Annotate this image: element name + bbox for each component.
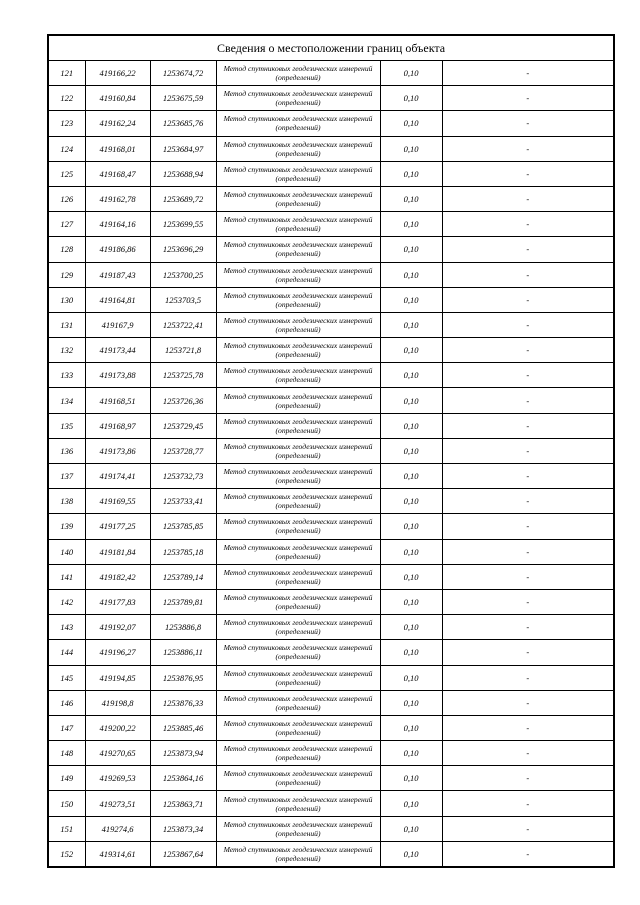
method-cell: Метод спутниковых геодезических измерений (определений) — [216, 489, 380, 514]
accuracy-cell: 0,10 — [380, 338, 442, 363]
method-cell: Метод спутниковых геодезических измерений (определений) — [216, 690, 380, 715]
coordinate-x-cell: 419162,78 — [85, 186, 150, 211]
accuracy-cell: 0,10 — [380, 363, 442, 388]
table-row — [48, 489, 614, 514]
method-cell: Метод спутниковых геодезических измерений (определений) — [216, 61, 380, 86]
method-cell: Метод спутниковых геодезических измерений (определений) — [216, 312, 380, 337]
coordinate-y-cell: 1253886,8 — [150, 615, 216, 640]
table-row — [48, 413, 614, 438]
note-cell: - — [442, 665, 614, 690]
note-cell: - — [442, 841, 614, 867]
coordinate-x-cell: 419269,53 — [85, 766, 150, 791]
table-header-row — [48, 35, 614, 61]
coordinate-y-cell: 1253885,46 — [150, 715, 216, 740]
method-cell: Метод спутниковых геодезических измерений (определений) — [216, 715, 380, 740]
note-cell: - — [442, 816, 614, 841]
method-cell: Метод спутниковых геодезических измерений (определений) — [216, 237, 380, 262]
point-number-cell: 122 — [48, 86, 85, 111]
coordinate-y-cell: 1253876,95 — [150, 665, 216, 690]
note-cell: - — [442, 287, 614, 312]
coordinate-y-cell: 1253864,16 — [150, 766, 216, 791]
point-number-cell: 138 — [48, 489, 85, 514]
coordinate-x-cell: 419173,88 — [85, 363, 150, 388]
document-sheet — [47, 34, 613, 868]
point-number-cell: 147 — [48, 715, 85, 740]
accuracy-cell: 0,10 — [380, 791, 442, 816]
accuracy-cell: 0,10 — [380, 766, 442, 791]
coordinate-x-cell: 419186,86 — [85, 237, 150, 262]
note-cell: - — [442, 111, 614, 136]
note-cell: - — [442, 237, 614, 262]
coordinate-y-cell: 1253722,41 — [150, 312, 216, 337]
coordinate-x-cell: 419273,51 — [85, 791, 150, 816]
note-cell: - — [442, 86, 614, 111]
method-cell: Метод спутниковых геодезических измерений (определений) — [216, 161, 380, 186]
method-cell: Метод спутниковых геодезических измерений (определений) — [216, 363, 380, 388]
note-cell: - — [442, 766, 614, 791]
accuracy-cell: 0,10 — [380, 86, 442, 111]
note-cell: - — [442, 212, 614, 237]
method-cell: Метод спутниковых геодезических измерений (определений) — [216, 539, 380, 564]
method-cell: Метод спутниковых геодезических измерений (определений) — [216, 640, 380, 665]
accuracy-cell: 0,10 — [380, 640, 442, 665]
method-cell: Метод спутниковых геодезических измерений (определений) — [216, 438, 380, 463]
method-cell: Метод спутниковых геодезических измерений (определений) — [216, 615, 380, 640]
coordinate-x-cell: 419177,83 — [85, 589, 150, 614]
coordinate-y-cell: 1253732,73 — [150, 464, 216, 489]
table-row — [48, 438, 614, 463]
accuracy-cell: 0,10 — [380, 438, 442, 463]
point-number-cell: 134 — [48, 388, 85, 413]
method-cell: Метод спутниковых геодезических измерений (определений) — [216, 816, 380, 841]
accuracy-cell: 0,10 — [380, 413, 442, 438]
accuracy-cell: 0,10 — [380, 841, 442, 867]
method-cell: Метод спутниковых геодезических измерений (определений) — [216, 766, 380, 791]
table-row — [48, 388, 614, 413]
point-number-cell: 130 — [48, 287, 85, 312]
accuracy-cell: 0,10 — [380, 715, 442, 740]
table-row — [48, 640, 614, 665]
accuracy-cell: 0,10 — [380, 615, 442, 640]
coordinate-y-cell: 1253688,94 — [150, 161, 216, 186]
coordinate-y-cell: 1253863,71 — [150, 791, 216, 816]
coordinate-y-cell: 1253684,97 — [150, 136, 216, 161]
note-cell: - — [442, 262, 614, 287]
note-cell: - — [442, 136, 614, 161]
accuracy-cell: 0,10 — [380, 287, 442, 312]
note-cell: - — [442, 715, 614, 740]
coordinate-y-cell: 1253726,36 — [150, 388, 216, 413]
point-number-cell: 125 — [48, 161, 85, 186]
accuracy-cell: 0,10 — [380, 161, 442, 186]
coordinate-y-cell: 1253725,78 — [150, 363, 216, 388]
table-body — [48, 61, 614, 868]
coordinate-y-cell: 1253733,41 — [150, 489, 216, 514]
coordinate-x-cell: 419166,22 — [85, 61, 150, 86]
note-cell: - — [442, 539, 614, 564]
table-row — [48, 86, 614, 111]
note-cell: - — [442, 161, 614, 186]
table-row — [48, 539, 614, 564]
coordinate-y-cell: 1253689,72 — [150, 186, 216, 211]
coordinate-x-cell: 419194,85 — [85, 665, 150, 690]
table-row — [48, 262, 614, 287]
table-row — [48, 816, 614, 841]
method-cell: Метод спутниковых геодезических измерений (определений) — [216, 338, 380, 363]
table-row — [48, 741, 614, 766]
table-row — [48, 564, 614, 589]
accuracy-cell: 0,10 — [380, 136, 442, 161]
coordinate-x-cell: 419270,65 — [85, 741, 150, 766]
table-row — [48, 287, 614, 312]
coordinate-y-cell: 1253873,94 — [150, 741, 216, 766]
table-row — [48, 61, 614, 86]
table-row — [48, 111, 614, 136]
point-number-cell: 152 — [48, 841, 85, 867]
method-cell: Метод спутниковых геодезических измерений (определений) — [216, 287, 380, 312]
coordinate-y-cell: 1253729,45 — [150, 413, 216, 438]
point-number-cell: 127 — [48, 212, 85, 237]
coordinate-x-cell: 419196,27 — [85, 640, 150, 665]
method-cell: Метод спутниковых геодезических измерений (определений) — [216, 464, 380, 489]
point-number-cell: 149 — [48, 766, 85, 791]
coordinate-x-cell: 419173,86 — [85, 438, 150, 463]
point-number-cell: 137 — [48, 464, 85, 489]
point-number-cell: 121 — [48, 61, 85, 86]
accuracy-cell: 0,10 — [380, 186, 442, 211]
coordinate-y-cell: 1253789,14 — [150, 564, 216, 589]
accuracy-cell: 0,10 — [380, 312, 442, 337]
coordinate-y-cell: 1253674,72 — [150, 61, 216, 86]
point-number-cell: 132 — [48, 338, 85, 363]
method-cell: Метод спутниковых геодезических измерений (определений) — [216, 186, 380, 211]
method-cell: Метод спутниковых геодезических измерений (определений) — [216, 212, 380, 237]
table-row — [48, 186, 614, 211]
table-row — [48, 665, 614, 690]
method-cell: Метод спутниковых геодезических измерений (определений) — [216, 111, 380, 136]
table-row — [48, 136, 614, 161]
accuracy-cell: 0,10 — [380, 212, 442, 237]
accuracy-cell: 0,10 — [380, 489, 442, 514]
table-row — [48, 363, 614, 388]
coordinate-x-cell: 419173,44 — [85, 338, 150, 363]
note-cell: - — [442, 363, 614, 388]
point-number-cell: 139 — [48, 514, 85, 539]
note-cell: - — [442, 589, 614, 614]
coordinate-y-cell: 1253785,85 — [150, 514, 216, 539]
accuracy-cell: 0,10 — [380, 539, 442, 564]
coordinate-y-cell: 1253886,11 — [150, 640, 216, 665]
table-row — [48, 791, 614, 816]
note-cell: - — [442, 690, 614, 715]
coordinate-x-cell: 419167,9 — [85, 312, 150, 337]
point-number-cell: 128 — [48, 237, 85, 262]
accuracy-cell: 0,10 — [380, 61, 442, 86]
table-title: Сведения о местоположении границ объекта — [48, 35, 614, 61]
coordinate-x-cell: 419200,22 — [85, 715, 150, 740]
note-cell: - — [442, 514, 614, 539]
coordinate-y-cell: 1253867,64 — [150, 841, 216, 867]
table-row — [48, 589, 614, 614]
table-row — [48, 615, 614, 640]
coordinate-x-cell: 419314,61 — [85, 841, 150, 867]
point-number-cell: 129 — [48, 262, 85, 287]
point-number-cell: 146 — [48, 690, 85, 715]
accuracy-cell: 0,10 — [380, 589, 442, 614]
method-cell: Метод спутниковых геодезических измерений (определений) — [216, 413, 380, 438]
coordinate-y-cell: 1253728,77 — [150, 438, 216, 463]
accuracy-cell: 0,10 — [380, 816, 442, 841]
coordinate-x-cell: 419164,81 — [85, 287, 150, 312]
coordinate-y-cell: 1253873,34 — [150, 816, 216, 841]
coordinate-x-cell: 419168,97 — [85, 413, 150, 438]
table-row — [48, 766, 614, 791]
table-row — [48, 237, 614, 262]
accuracy-cell: 0,10 — [380, 111, 442, 136]
accuracy-cell: 0,10 — [380, 237, 442, 262]
table-row — [48, 338, 614, 363]
note-cell: - — [442, 413, 614, 438]
coordinate-y-cell: 1253876,33 — [150, 690, 216, 715]
coordinate-x-cell: 419168,47 — [85, 161, 150, 186]
coordinate-x-cell: 419274,6 — [85, 816, 150, 841]
accuracy-cell: 0,10 — [380, 464, 442, 489]
coordinate-y-cell: 1253699,55 — [150, 212, 216, 237]
accuracy-cell: 0,10 — [380, 262, 442, 287]
coordinate-y-cell: 1253685,76 — [150, 111, 216, 136]
note-cell: - — [442, 741, 614, 766]
coordinate-x-cell: 419168,51 — [85, 388, 150, 413]
point-number-cell: 124 — [48, 136, 85, 161]
accuracy-cell: 0,10 — [380, 388, 442, 413]
table-row — [48, 715, 614, 740]
note-cell: - — [442, 640, 614, 665]
method-cell: Метод спутниковых геодезических измерений (определений) — [216, 741, 380, 766]
method-cell: Метод спутниковых геодезических измерений (определений) — [216, 589, 380, 614]
point-number-cell: 131 — [48, 312, 85, 337]
table-row — [48, 464, 614, 489]
accuracy-cell: 0,10 — [380, 665, 442, 690]
coordinate-y-cell: 1253785,18 — [150, 539, 216, 564]
point-number-cell: 150 — [48, 791, 85, 816]
coordinate-x-cell: 419168,01 — [85, 136, 150, 161]
method-cell: Метод спутниковых геодезических измерений (определений) — [216, 136, 380, 161]
method-cell: Метод спутниковых геодезических измерений (определений) — [216, 665, 380, 690]
coordinate-x-cell: 419187,43 — [85, 262, 150, 287]
note-cell: - — [442, 388, 614, 413]
note-cell: - — [442, 338, 614, 363]
coordinate-y-cell: 1253721,8 — [150, 338, 216, 363]
coordinate-y-cell: 1253703,5 — [150, 287, 216, 312]
note-cell: - — [442, 791, 614, 816]
accuracy-cell: 0,10 — [380, 690, 442, 715]
point-number-cell: 145 — [48, 665, 85, 690]
method-cell: Метод спутниковых геодезических измерений (определений) — [216, 791, 380, 816]
table-row — [48, 841, 614, 867]
point-number-cell: 133 — [48, 363, 85, 388]
point-number-cell: 136 — [48, 438, 85, 463]
point-number-cell: 123 — [48, 111, 85, 136]
note-cell: - — [442, 615, 614, 640]
coordinate-x-cell: 419182,42 — [85, 564, 150, 589]
point-number-cell: 143 — [48, 615, 85, 640]
method-cell: Метод спутниковых геодезических измерений (определений) — [216, 262, 380, 287]
coordinate-y-cell: 1253700,25 — [150, 262, 216, 287]
method-cell: Метод спутниковых геодезических измерений (определений) — [216, 514, 380, 539]
coordinate-x-cell: 419181,84 — [85, 539, 150, 564]
point-number-cell: 126 — [48, 186, 85, 211]
table-row — [48, 690, 614, 715]
note-cell: - — [442, 186, 614, 211]
accuracy-cell: 0,10 — [380, 564, 442, 589]
table-row — [48, 212, 614, 237]
method-cell: Метод спутниковых геодезических измерений (определений) — [216, 841, 380, 867]
table-row — [48, 514, 614, 539]
coordinate-x-cell: 419164,16 — [85, 212, 150, 237]
coordinate-x-cell: 419169,55 — [85, 489, 150, 514]
note-cell: - — [442, 464, 614, 489]
point-number-cell: 140 — [48, 539, 85, 564]
note-cell: - — [442, 564, 614, 589]
coordinate-x-cell: 419177,25 — [85, 514, 150, 539]
accuracy-cell: 0,10 — [380, 514, 442, 539]
point-number-cell: 142 — [48, 589, 85, 614]
coordinate-x-cell: 419174,41 — [85, 464, 150, 489]
coordinate-x-cell: 419160,84 — [85, 86, 150, 111]
coordinate-x-cell: 419192,07 — [85, 615, 150, 640]
note-cell: - — [442, 438, 614, 463]
note-cell: - — [442, 489, 614, 514]
method-cell: Метод спутниковых геодезических измерений (определений) — [216, 388, 380, 413]
coordinate-x-cell: 419162,24 — [85, 111, 150, 136]
table-row — [48, 161, 614, 186]
point-number-cell: 141 — [48, 564, 85, 589]
coordinate-y-cell: 1253696,29 — [150, 237, 216, 262]
point-number-cell: 135 — [48, 413, 85, 438]
coordinate-y-cell: 1253675,59 — [150, 86, 216, 111]
coordinate-x-cell: 419198,8 — [85, 690, 150, 715]
note-cell: - — [442, 61, 614, 86]
point-number-cell: 144 — [48, 640, 85, 665]
coordinate-y-cell: 1253789,81 — [150, 589, 216, 614]
table-row — [48, 312, 614, 337]
point-number-cell: 148 — [48, 741, 85, 766]
boundary-coordinates-table — [47, 34, 615, 868]
note-cell: - — [442, 312, 614, 337]
method-cell: Метод спутниковых геодезических измерений (определений) — [216, 86, 380, 111]
method-cell: Метод спутниковых геодезических измерений (определений) — [216, 564, 380, 589]
point-number-cell: 151 — [48, 816, 85, 841]
accuracy-cell: 0,10 — [380, 741, 442, 766]
